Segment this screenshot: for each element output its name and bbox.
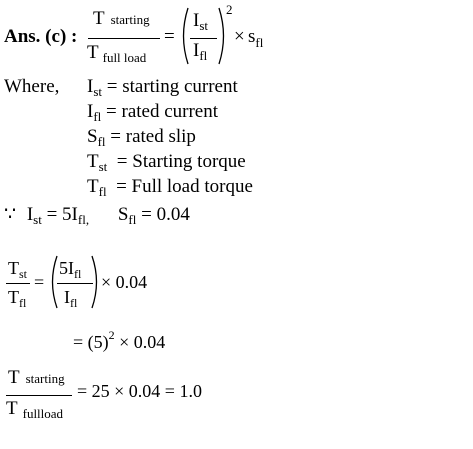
step1-num-subscript: st [19,267,28,281]
step1-lhs-bar [6,283,30,284]
where-item-subscript: fl [93,109,102,124]
step1-lhs-denominator [8,287,26,308]
where-label: Where, [4,76,60,97]
ratio-denominator [193,40,207,62]
step3-numerator [8,367,65,389]
where-item-symbol: T [87,176,99,197]
given-S-symbol: S [117,204,129,225]
step1-inner-num-value: 5I [59,258,74,278]
step3-tail: = 25 × 0.04 = 1.0 [77,381,202,401]
given-line [4,203,190,226]
step1-equals: = [34,272,45,292]
step2-base: = (5) [73,332,109,352]
where-item-symbol: T [87,151,99,172]
lhs-num-subscript: starting [110,12,150,27]
lhs-den-symbol: T [87,42,99,63]
given-eq1-subscript: fl, [77,212,90,227]
step3-den-subscript: fullload [22,406,64,421]
slip-subscript: fl [255,35,264,50]
step1-lhs-numerator [8,258,27,279]
where-item-text: = Starting torque [107,151,246,172]
where-item-text: = starting current [102,76,238,97]
where-item-text: = rated slip [105,126,196,147]
where-item-subscript: st [98,159,108,174]
where-item [87,176,253,198]
step3-num-subscript: starting [25,371,65,386]
step1-inner-num-subscript: fl [74,267,82,281]
step2-line [73,328,166,353]
where-item [87,151,246,173]
ratio-exponent: 2 [226,2,233,17]
step1-den-symbol: T [8,287,19,307]
where-item-text: = rated current [101,101,219,122]
step3-num-symbol: T [8,367,20,388]
where-item-symbol: I [87,101,94,122]
given-I-symbol: I [26,204,34,225]
where-item-subscript: st [93,84,102,99]
step1-num-symbol: T [8,258,19,278]
ratio-den-subscript: fl [199,48,208,63]
step1-left-paren [47,254,59,310]
times-sign: × [234,26,245,47]
answer-label: Ans. (c) : [4,26,78,47]
given-S-subscript: fl [128,212,137,227]
given-I-subscript: st [33,212,42,227]
where-item [87,101,218,123]
step3-den-symbol: T [6,398,18,419]
step1-inner-numerator [59,258,81,279]
lhs-num-symbol: T [93,8,105,29]
ratio-num-symbol: I [193,10,200,31]
lhs-den-subscript: full load [102,50,147,65]
where-item-text: = Full load torque [106,176,253,197]
ratio-numerator [193,10,208,32]
where-item [87,126,196,148]
equals-sign: = [164,26,175,47]
where-item [87,76,238,98]
slip-term [248,26,263,48]
lhs-numerator [93,8,150,30]
ratio-fraction-bar [190,38,217,39]
where-item-symbol: S [87,126,98,147]
step2-tail: × 0.04 [114,332,166,352]
step1-inner-den-subscript: fl [70,296,78,310]
slip-symbol: s [248,26,256,47]
lhs-fraction-bar [88,38,160,39]
step1-den-subscript: fl [19,296,27,310]
step3-denominator [6,398,63,420]
given-eq2: = 0.04 [136,204,190,225]
step3-fraction-bar [6,395,72,396]
lhs-denominator [87,42,146,64]
ratio-den-symbol: I [193,40,200,61]
where-item-subscript: fl [97,134,106,149]
where-item-subscript: fl [98,184,107,199]
step1-tail: × 0.04 [101,272,148,292]
given-eq1: = 5I [41,204,78,225]
step1-inner-bar [57,283,93,284]
step1-inner-den-value: I [64,287,70,307]
left-paren [177,6,191,66]
where-item-symbol: I [87,76,94,97]
because-symbol: ∵ [4,204,17,225]
ratio-num-subscript: st [199,18,208,33]
step1-inner-denominator [64,287,77,308]
step2-exponent: 2 [108,328,115,342]
